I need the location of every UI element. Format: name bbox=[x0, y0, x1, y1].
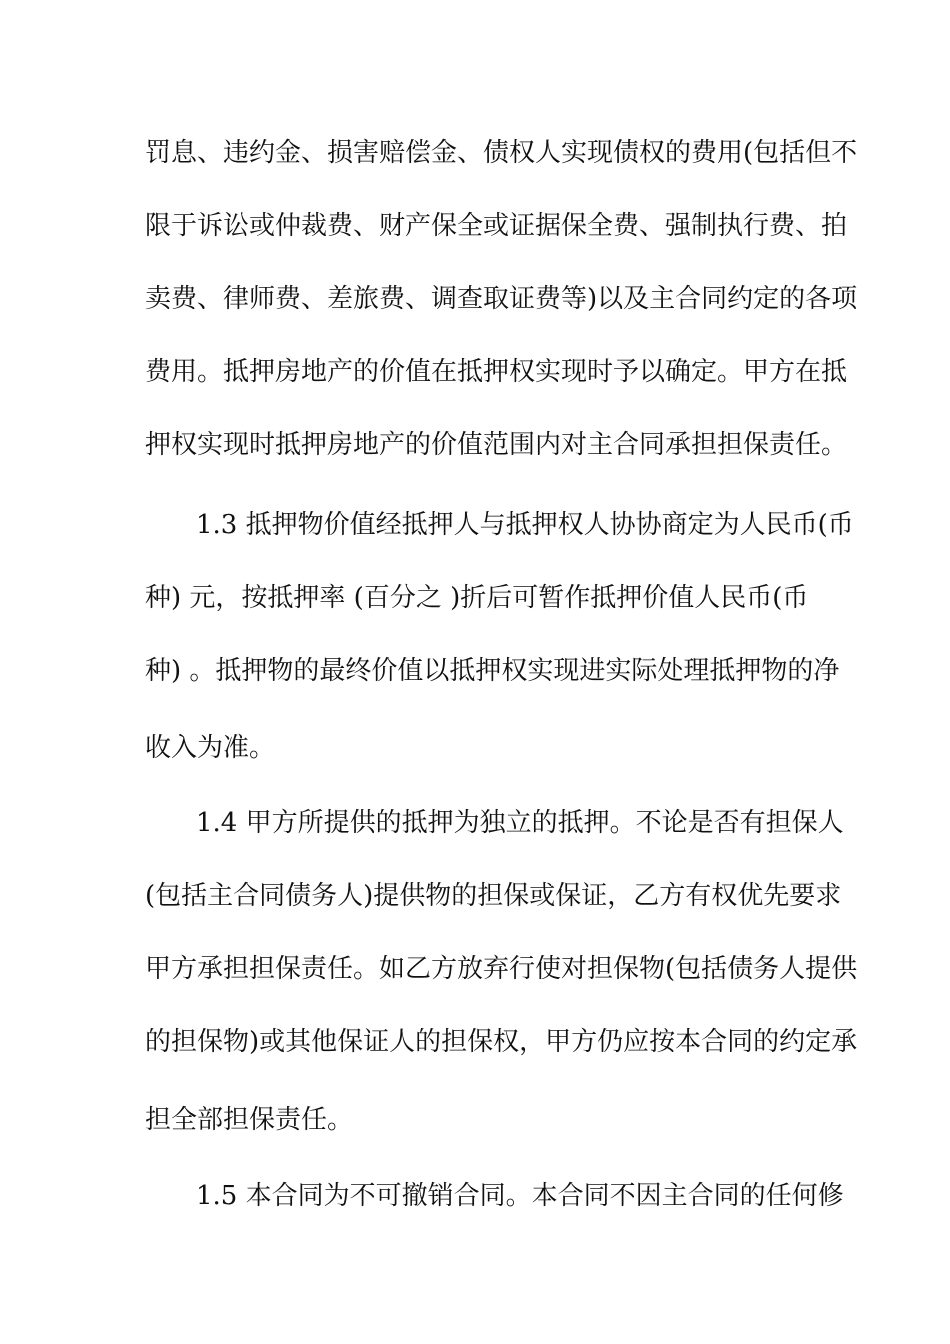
text-line: (包括主合同债务人)提供物的担保或保证，乙方有权优先要求 bbox=[145, 881, 842, 911]
text-line: 卖费、律师费、差旅费、调查取证费等)以及主合同约定的各项 bbox=[145, 284, 858, 314]
clause-1-3-first-line: 1.3 抵押物价值经抵押人与抵押权人协协商定为人民币(币 bbox=[196, 510, 854, 540]
text-line: 种) 。抵押物的最终价值以抵押权实现进实际处理抵押物的净 bbox=[145, 656, 840, 686]
clause-1-4-first-line: 1.4 甲方所提供的抵押为独立的抵押。不论是否有担保人 bbox=[196, 808, 844, 838]
clause-1-5-first-line: 1.5 本合同为不可撤销合同。本合同不因主合同的任何修 bbox=[196, 1181, 844, 1211]
text-line: 种) 元，按抵押率 (百分之 )折后可暂作抵押价值人民币(币 bbox=[145, 583, 809, 613]
text-line: 收入为准。 bbox=[145, 733, 276, 763]
text-line: 押权实现时抵押房地产的价值范围内对主合同承担担保责任。 bbox=[145, 430, 848, 460]
text-line: 费用。抵押房地产的价值在抵押权实现时予以确定。甲方在抵 bbox=[145, 357, 848, 387]
text-line: 甲方承担担保责任。如乙方放弃行使对担保物(包括债务人提供 bbox=[145, 954, 858, 984]
text-line: 的担保物)或其他保证人的担保权，甲方仍应按本合同的约定承 bbox=[145, 1027, 858, 1057]
text-line: 限于诉讼或仲裁费、财产保全或证据保全费、强制执行费、拍 bbox=[145, 211, 848, 241]
text-line: 担全部担保责任。 bbox=[145, 1105, 354, 1135]
text-line: 罚息、违约金、损害赔偿金、债权人实现债权的费用(包括但不 bbox=[145, 138, 858, 168]
